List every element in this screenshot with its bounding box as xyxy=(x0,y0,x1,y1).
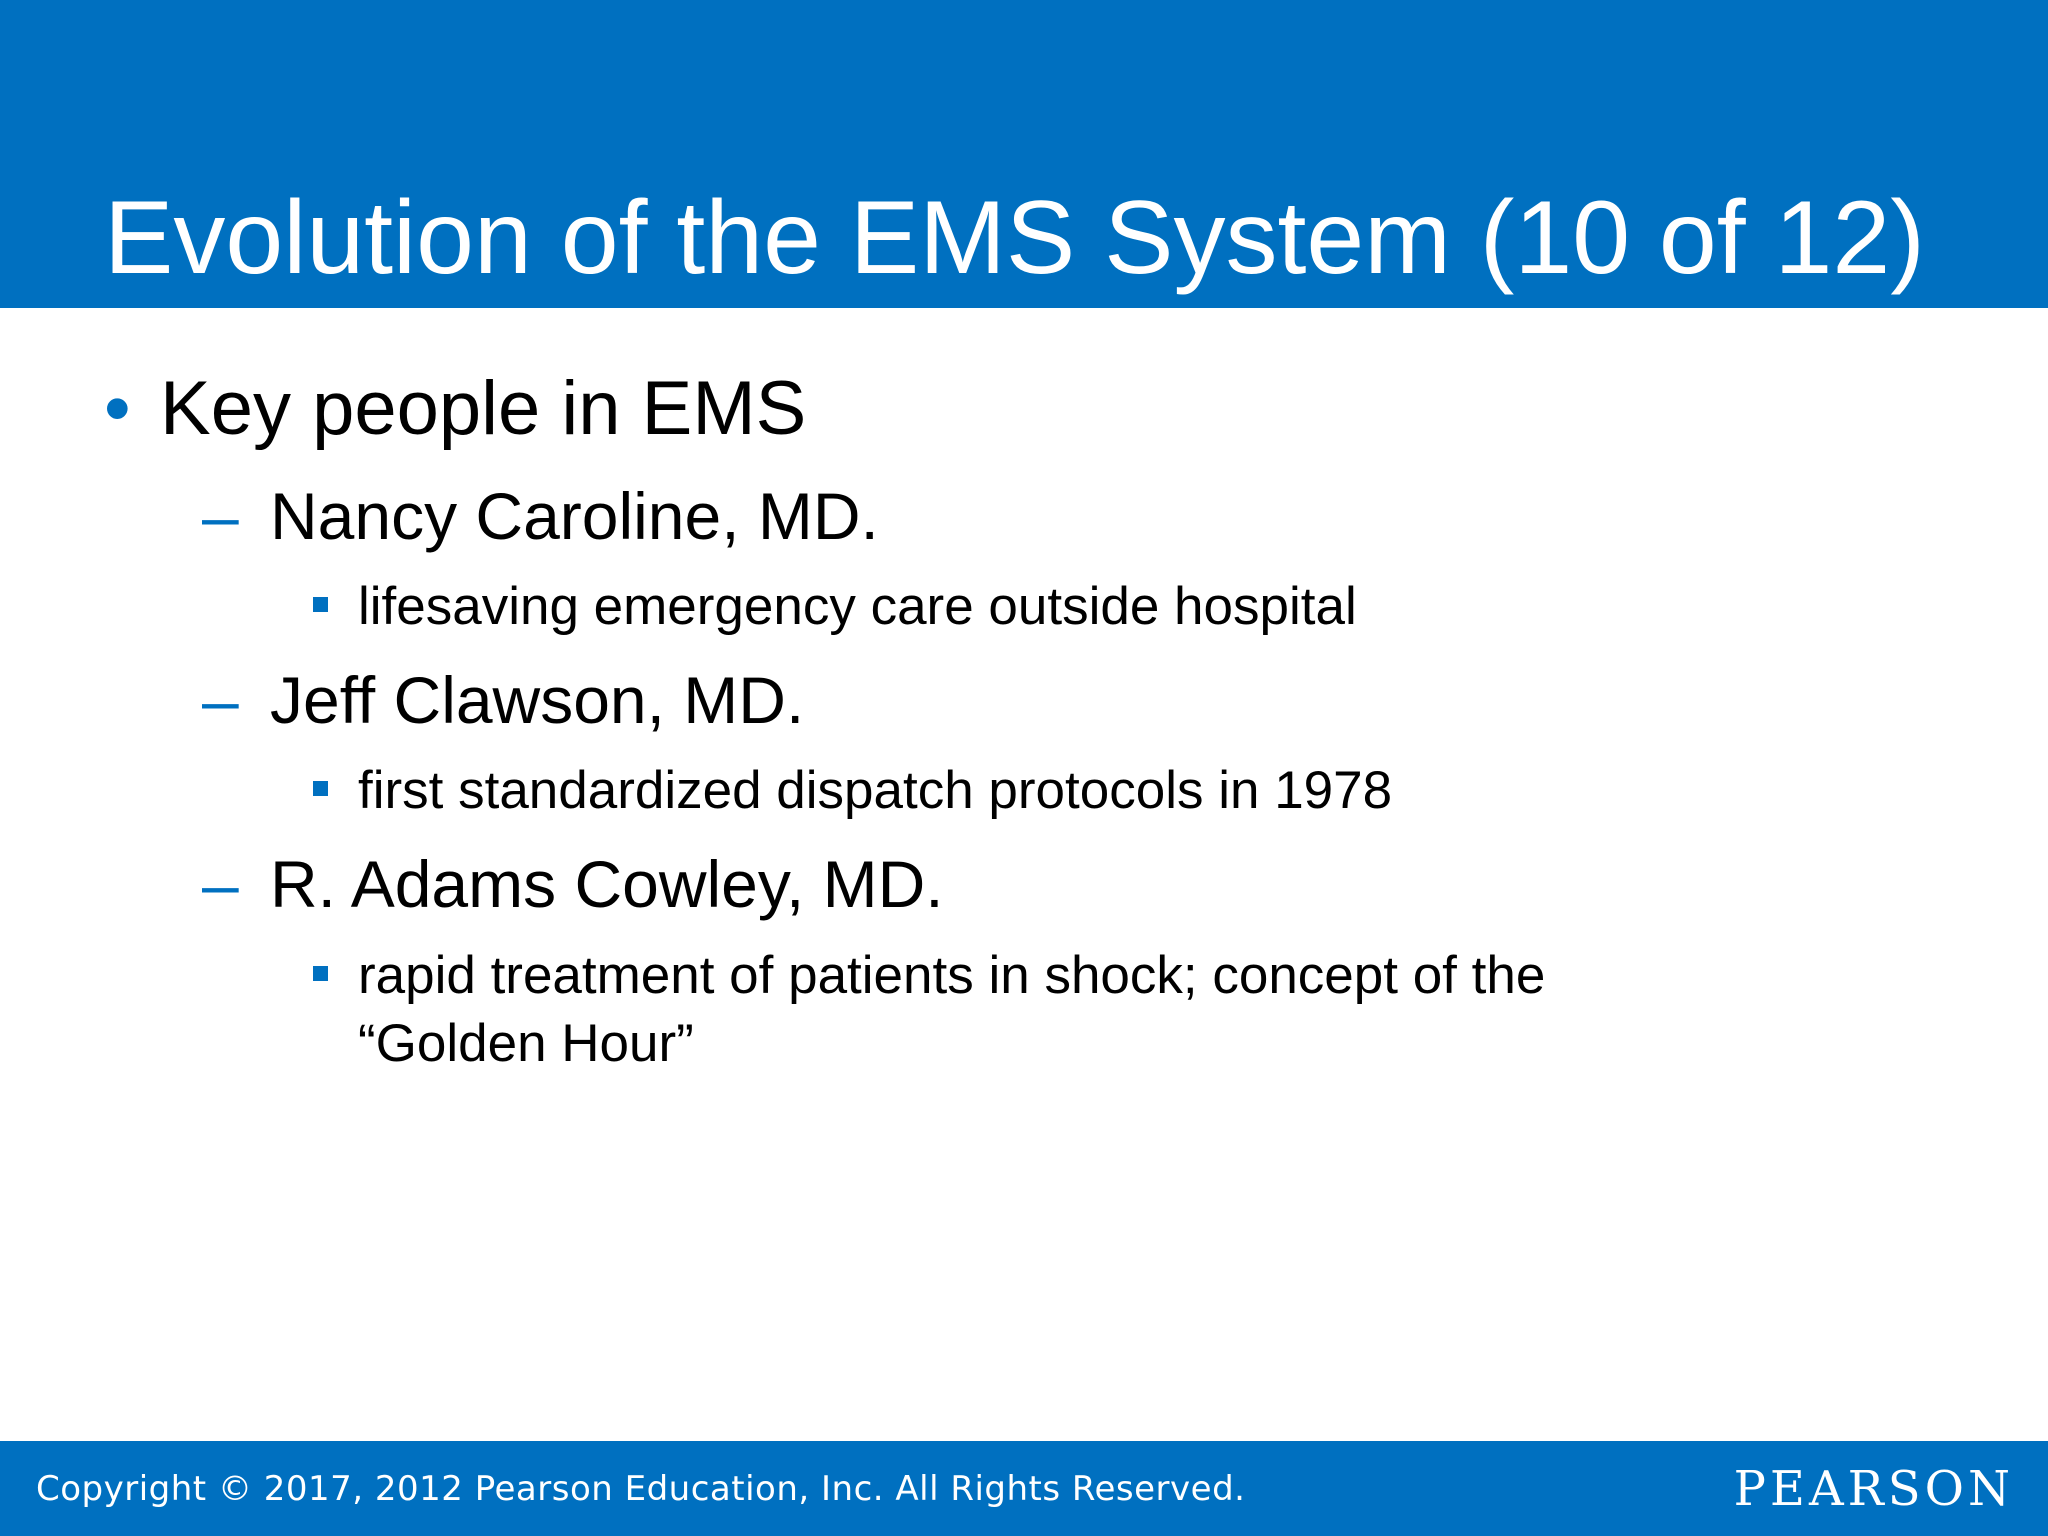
person-detail: first standardized dispatch protocols in 1978 xyxy=(358,761,1393,820)
dash-icon: – xyxy=(202,663,239,737)
person-name: R. Adams Cowley, MD. xyxy=(270,847,944,921)
square-bullet-icon xyxy=(313,597,328,612)
square-bullet-icon xyxy=(313,781,328,796)
person-name: Jeff Clawson, MD. xyxy=(270,663,805,737)
slide-title: Evolution of the EMS System (10 of 12) xyxy=(104,180,1925,296)
person-detail: rapid treatment of patients in shock; concept of the xyxy=(358,946,1546,1005)
dash-icon: – xyxy=(202,847,239,921)
person-detail: lifesaving emergency care outside hospital xyxy=(358,577,1357,636)
pearson-logo: PEARSON xyxy=(1733,1461,2014,1517)
square-bullet-icon xyxy=(313,966,328,981)
bullet-heading: Key people in EMS xyxy=(160,366,807,451)
copyright-notice: Copyright © 2017, 2012 Pearson Education, Inc. All Rights Reserved. xyxy=(36,1469,1246,1509)
person-name: Nancy Caroline, MD. xyxy=(270,479,879,553)
bullet-icon: • xyxy=(104,366,131,451)
footer-bar xyxy=(0,1441,2048,1536)
person-detail-continuation: “Golden Hour” xyxy=(358,1014,694,1073)
dash-icon: – xyxy=(202,479,239,553)
